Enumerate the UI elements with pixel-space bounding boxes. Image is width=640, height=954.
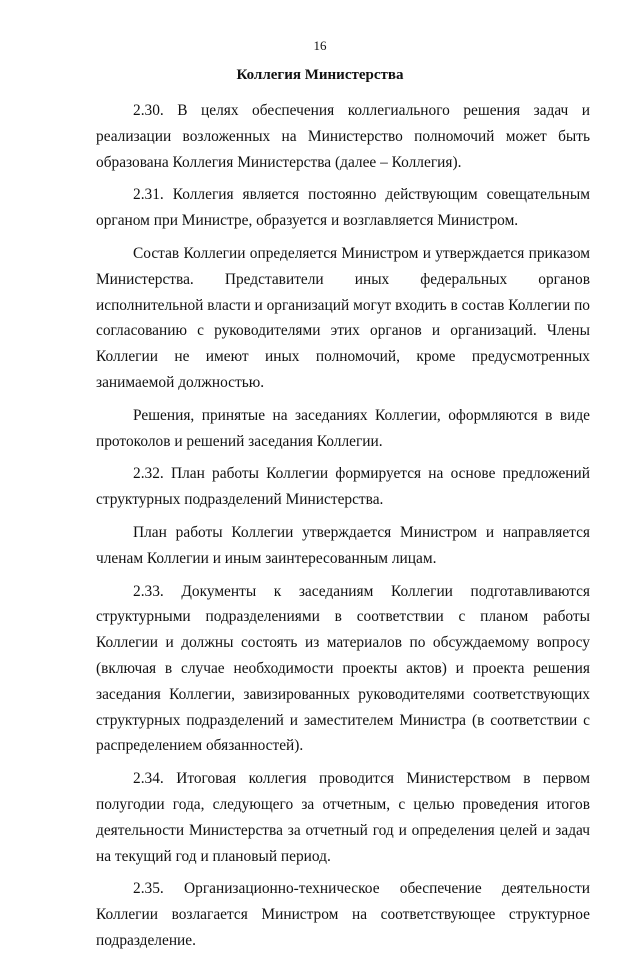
paragraph-decisions: Решения, принятые на заседаниях Коллегии, оформляются в виде протоколов и решений заседания Коллегии. (96, 406, 590, 450)
paragraph-work-plan: План работы Коллегии утверждается Министром и направляется членам Коллегии и иным заинтересованным лицам. (96, 523, 590, 567)
paragraph-2-35: 2.35. Организационно-техническое обеспечение деятельности Коллегии возлагается Министром на соответствующее структурное подразделение. (96, 880, 590, 949)
paragraph-2-31: 2.31. Коллегия является постоянно действующим совещательным органом при Министре, образуется и возглавляется Министром. (96, 186, 590, 230)
section-title: Коллегия Министерства (236, 67, 404, 83)
page-number: 16 (313, 38, 327, 53)
paragraph-2-30: 2.30. В целях обеспечения коллегиального решения задач и реализации возложенных на Министерство полномочий может быть образована Коллегия Министерства (далее – Коллегия). (96, 102, 590, 171)
document-body (96, 98, 590, 954)
paragraph-2-34: 2.34. Итоговая коллегия проводится Министерством в первом полугодии года, следующего за отчетным, с целью проведения итогов деятельности Министерства за отчетный год и определения целей и задач на текущий год и плановый период. (96, 770, 590, 865)
paragraph-composition: Состав Коллегии определяется Министром и утверждается приказом Министерства. Представители иных федеральных органов исполнительной власти и организаций могут входить в состав Коллегии по согласованию с руководителями этих органов и организаций. Члены Коллегии не имеют иных полномочий, кроме предусмотренных занимаемой должностью. (96, 244, 590, 391)
paragraph-2-33: 2.33. Документы к заседаниям Коллегии подготавливаются структурными подразделениями в соответствии с планом работы Коллегии и должны состоять из материалов по обсуждаемому вопросу (включая в случае необходимости проекты актов) и проекта решения заседания Коллегии, завизированных руководителями соответствующих структурных подразделений и заместителем Министра (в соответствии с распределением обязанностей). (96, 582, 590, 755)
paragraph-2-32: 2.32. План работы Коллегии формируется на основе предложений структурных подразделений Министерства. (96, 465, 590, 509)
